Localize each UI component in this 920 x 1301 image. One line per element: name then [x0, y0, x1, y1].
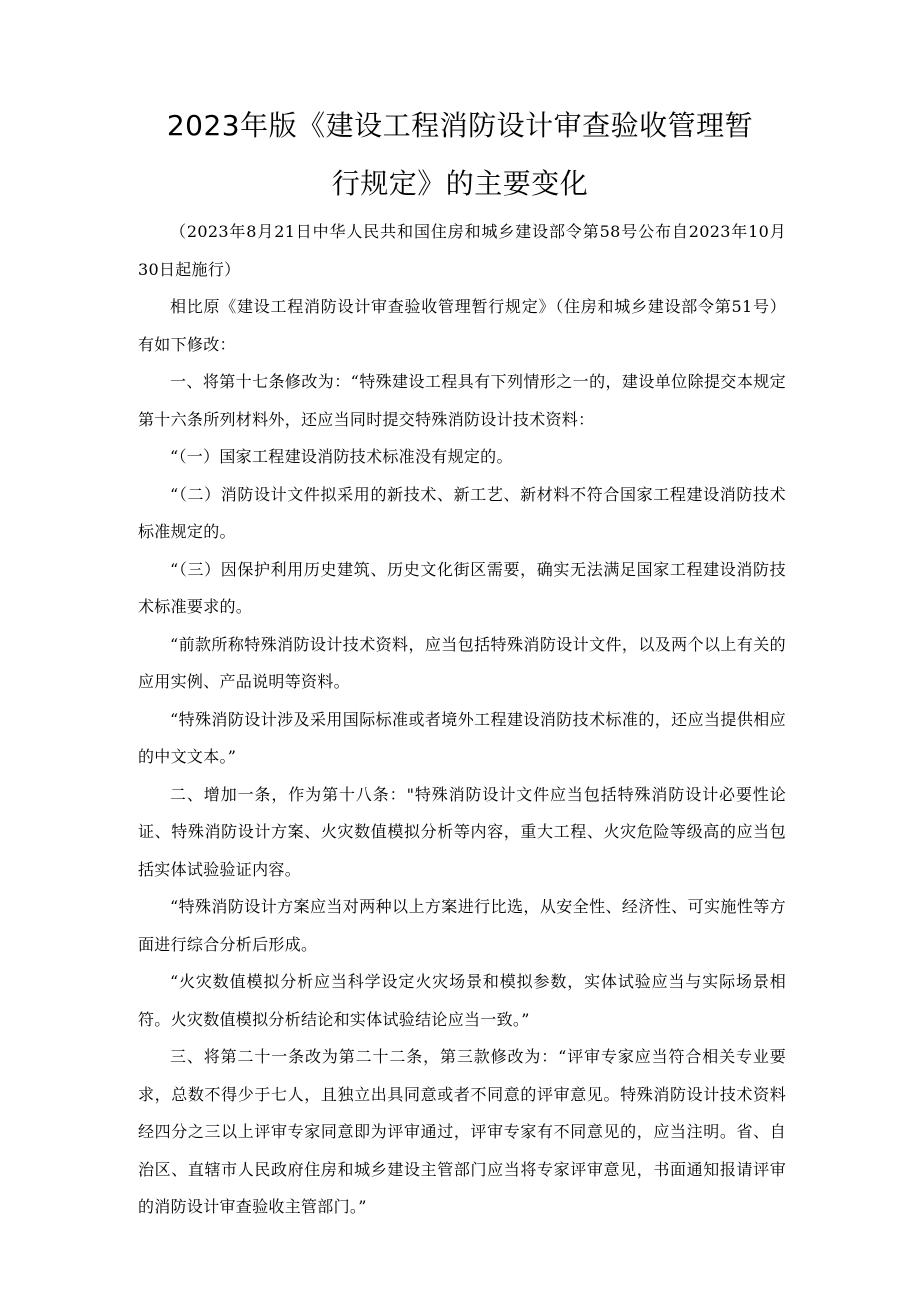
amendment-1-item-1: “（一）国家工程建设消防技术标准没有规定的。: [170, 447, 513, 466]
amendment-1-materials: “前款所称特殊消防设计技术资料，应当包括特殊消防设计文件，以及两个以上有关的应用实例、产品说明等资料。: [138, 634, 786, 691]
document-body: [138, 213, 786, 1226]
intro-paragraph: 相比原《建设工程消防设计审查验收管理暂行规定》（住房和城乡建设部令第51号）有如下修改：: [138, 297, 786, 354]
amendment-2-scheme: “特殊消防设计方案应当对两种以上方案进行比选，从安全性、经济性、可实施性等方面进行综合分析后形成。: [138, 897, 786, 954]
publication-note: （2023年8月21日中华人民共和国住房和城乡建设部令第58号公布自2023年10月30日起施行）: [138, 222, 786, 279]
amendment-1-item-2: “（二）消防设计文件拟采用的新技术、新工艺、新材料不符合国家工程建设消防技术标准规定的。: [138, 484, 786, 541]
amendment-3: 三、将第二十一条改为第二十二条，第三款修改为：“评审专家应当符合相关专业要求，总数不得少于七人，且独立出具同意或者不同意的评审意见。特殊消防设计技术资料经四分之三以上评审专家同意即为评审通过，评审专家有不同意见的，应当注明。省、自治区、直辖市人民政府住房和城乡建设主管部门应当将专家评审意见，书面通知报请评审的消防设计审查验收主管部门。”: [138, 1047, 786, 1216]
amendment-1: 一、将第十七条修改为：“特殊建设工程具有下列情形之一的，建设单位除提交本规定第十六条所列材料外，还应当同时提交特殊消防设计技术资料：: [138, 372, 786, 429]
document-title-line-2: 行规定》的主要变化: [331, 167, 589, 200]
document-title-line-1: 2023年版《建设工程消防设计审查验收管理暂: [166, 109, 754, 142]
amendment-1-item-3: “（三）因保护利用历史建筑、历史文化街区需要，确实无法满足国家工程建设消防技术标准要求的。: [138, 559, 786, 616]
amendment-1-foreign-standards: “特殊消防设计涉及采用国际标准或者境外工程建设消防技术标准的，还应当提供相应的中文文本。”: [138, 709, 786, 766]
amendment-2-simulation: “火灾数值模拟分析应当科学设定火灾场景和模拟参数，实体试验应当与实际场景相符。火灾数值模拟分析结论和实体试验结论应当一致。”: [138, 972, 786, 1029]
amendment-2: 二、增加一条，作为第十八条："特殊消防设计文件应当包括特殊消防设计必要性论证、特殊消防设计方案、火灾数值模拟分析等内容，重大工程、火灾危险等级高的应当包括实体试验验证内容。: [138, 784, 786, 879]
